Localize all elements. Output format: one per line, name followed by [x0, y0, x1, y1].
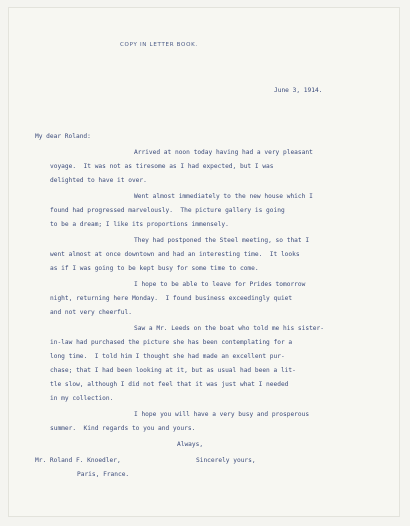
- body-line: tle slow, although I did not feel that it was just what I needed: [50, 381, 289, 388]
- body-line: Arrived at noon today having had a very pleasant: [134, 149, 313, 156]
- closing-sincerely: Sincerely yours,: [196, 457, 256, 464]
- body-line: in my collection.: [50, 395, 114, 402]
- recipient-name: Mr. Roland F. Knoedler,: [35, 457, 121, 464]
- body-line: delighted to have it over.: [50, 177, 147, 184]
- body-line: Went almost immediately to the new house which I: [134, 193, 313, 200]
- body-line: night, returning here Monday. I found business exceedingly quiet: [50, 295, 293, 302]
- closing-always: Always,: [177, 441, 204, 448]
- body-line: chase; that I had been looking at it, but as usual had been a lit-: [50, 367, 296, 374]
- body-line: in-law had purchased the picture she has been contemplating for a: [50, 339, 293, 346]
- body-line: Saw a Mr. Leeds on the boat who told me his sister-: [134, 325, 324, 332]
- body-line: summer. Kind regards to you and yours.: [50, 425, 196, 432]
- letter-book-header: COPY IN LETTER BOOK.: [120, 42, 198, 48]
- body-line: They had postponed the Steel meeting, so that I: [134, 237, 310, 244]
- body-line: and not very cheerful.: [50, 309, 132, 316]
- body-line: I hope to be able to leave for Prides tomorrow: [134, 281, 306, 288]
- letter-date: June 3, 1914.: [274, 87, 323, 94]
- recipient-place: Paris, France.: [77, 471, 130, 478]
- body-line: as if I was going to be kept busy for some time to come.: [50, 265, 259, 272]
- body-line: voyage. It was not as tiresome as I had expected, but I was: [50, 163, 274, 170]
- body-line: went almost at once downtown and had an interesting time. It looks: [50, 251, 300, 258]
- body-line: long time. I told him I thought she had made an excellent pur-: [50, 353, 285, 360]
- body-line: to be a dream; I like its proportions immensely.: [50, 221, 229, 228]
- body-line: found had progressed marvelously. The picture gallery is going: [50, 207, 285, 214]
- body-line: I hope you will have a very busy and prosperous: [134, 411, 310, 418]
- letter-page: [9, 8, 399, 516]
- salutation: My dear Roland:: [35, 133, 91, 140]
